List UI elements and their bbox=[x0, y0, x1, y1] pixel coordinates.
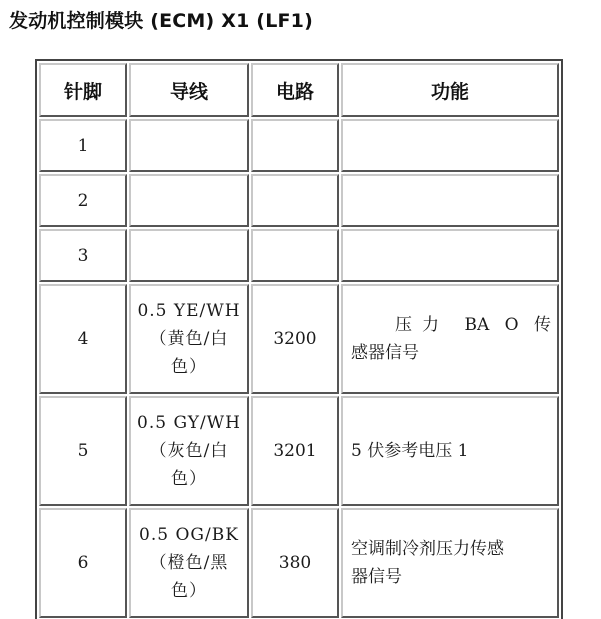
wire-cell bbox=[129, 229, 249, 282]
table-row bbox=[39, 119, 559, 172]
function-text-line: 空调制冷剂压力传感 bbox=[351, 539, 504, 559]
function-text-line: 压力 BA O 传 bbox=[395, 315, 551, 335]
wire-color-cn: （橙色/黑 bbox=[149, 553, 229, 573]
page-title: 发动机控制模块 (ECM) X1 (LF1) bbox=[9, 10, 313, 32]
table-row bbox=[39, 396, 559, 506]
wire-size-color: 0.5 GY/WH bbox=[137, 413, 241, 433]
circuit-cell bbox=[251, 229, 339, 282]
pin-cell: 2 bbox=[39, 174, 127, 227]
wire-cell bbox=[129, 396, 249, 506]
table-row bbox=[39, 284, 559, 394]
wire-color-cn: （黄色/白 bbox=[149, 329, 229, 349]
circuit-cell bbox=[251, 174, 339, 227]
header-pin: 针脚 bbox=[39, 63, 127, 117]
function-cell bbox=[341, 119, 559, 172]
circuit-cell bbox=[251, 119, 339, 172]
pin-table bbox=[37, 61, 561, 619]
circuit-cell: 3201 bbox=[251, 396, 339, 506]
pin-table-container bbox=[35, 59, 563, 619]
function-cell: 5 伏参考电压 1 bbox=[341, 396, 559, 506]
pin-cell: 4 bbox=[39, 284, 127, 394]
header-function: 功能 bbox=[341, 63, 559, 117]
wire-color-cn: （灰色/白 bbox=[149, 441, 229, 461]
table-header-row bbox=[39, 63, 559, 117]
function-text-line: 感器信号 bbox=[351, 343, 419, 363]
circuit-cell: 380 bbox=[251, 508, 339, 618]
circuit-cell: 3200 bbox=[251, 284, 339, 394]
pin-cell: 1 bbox=[39, 119, 127, 172]
wire-color-cn-cont: 色） bbox=[171, 469, 207, 489]
function-text-line: 器信号 bbox=[351, 567, 402, 587]
pin-cell: 6 bbox=[39, 508, 127, 618]
wire-cell bbox=[129, 119, 249, 172]
pin-cell: 3 bbox=[39, 229, 127, 282]
wire-cell bbox=[129, 284, 249, 394]
table-row bbox=[39, 174, 559, 227]
header-circuit: 电路 bbox=[251, 63, 339, 117]
function-cell bbox=[341, 284, 559, 394]
header-wire: 导线 bbox=[129, 63, 249, 117]
function-cell bbox=[341, 229, 559, 282]
wire-cell bbox=[129, 174, 249, 227]
table-row bbox=[39, 229, 559, 282]
pin-cell: 5 bbox=[39, 396, 127, 506]
wire-color-cn-cont: 色） bbox=[171, 581, 207, 601]
function-cell bbox=[341, 174, 559, 227]
wire-size-color: 0.5 YE/WH bbox=[137, 301, 241, 321]
wire-size-color: 0.5 OG/BK bbox=[139, 525, 239, 545]
wire-color-cn-cont: 色） bbox=[171, 357, 207, 377]
